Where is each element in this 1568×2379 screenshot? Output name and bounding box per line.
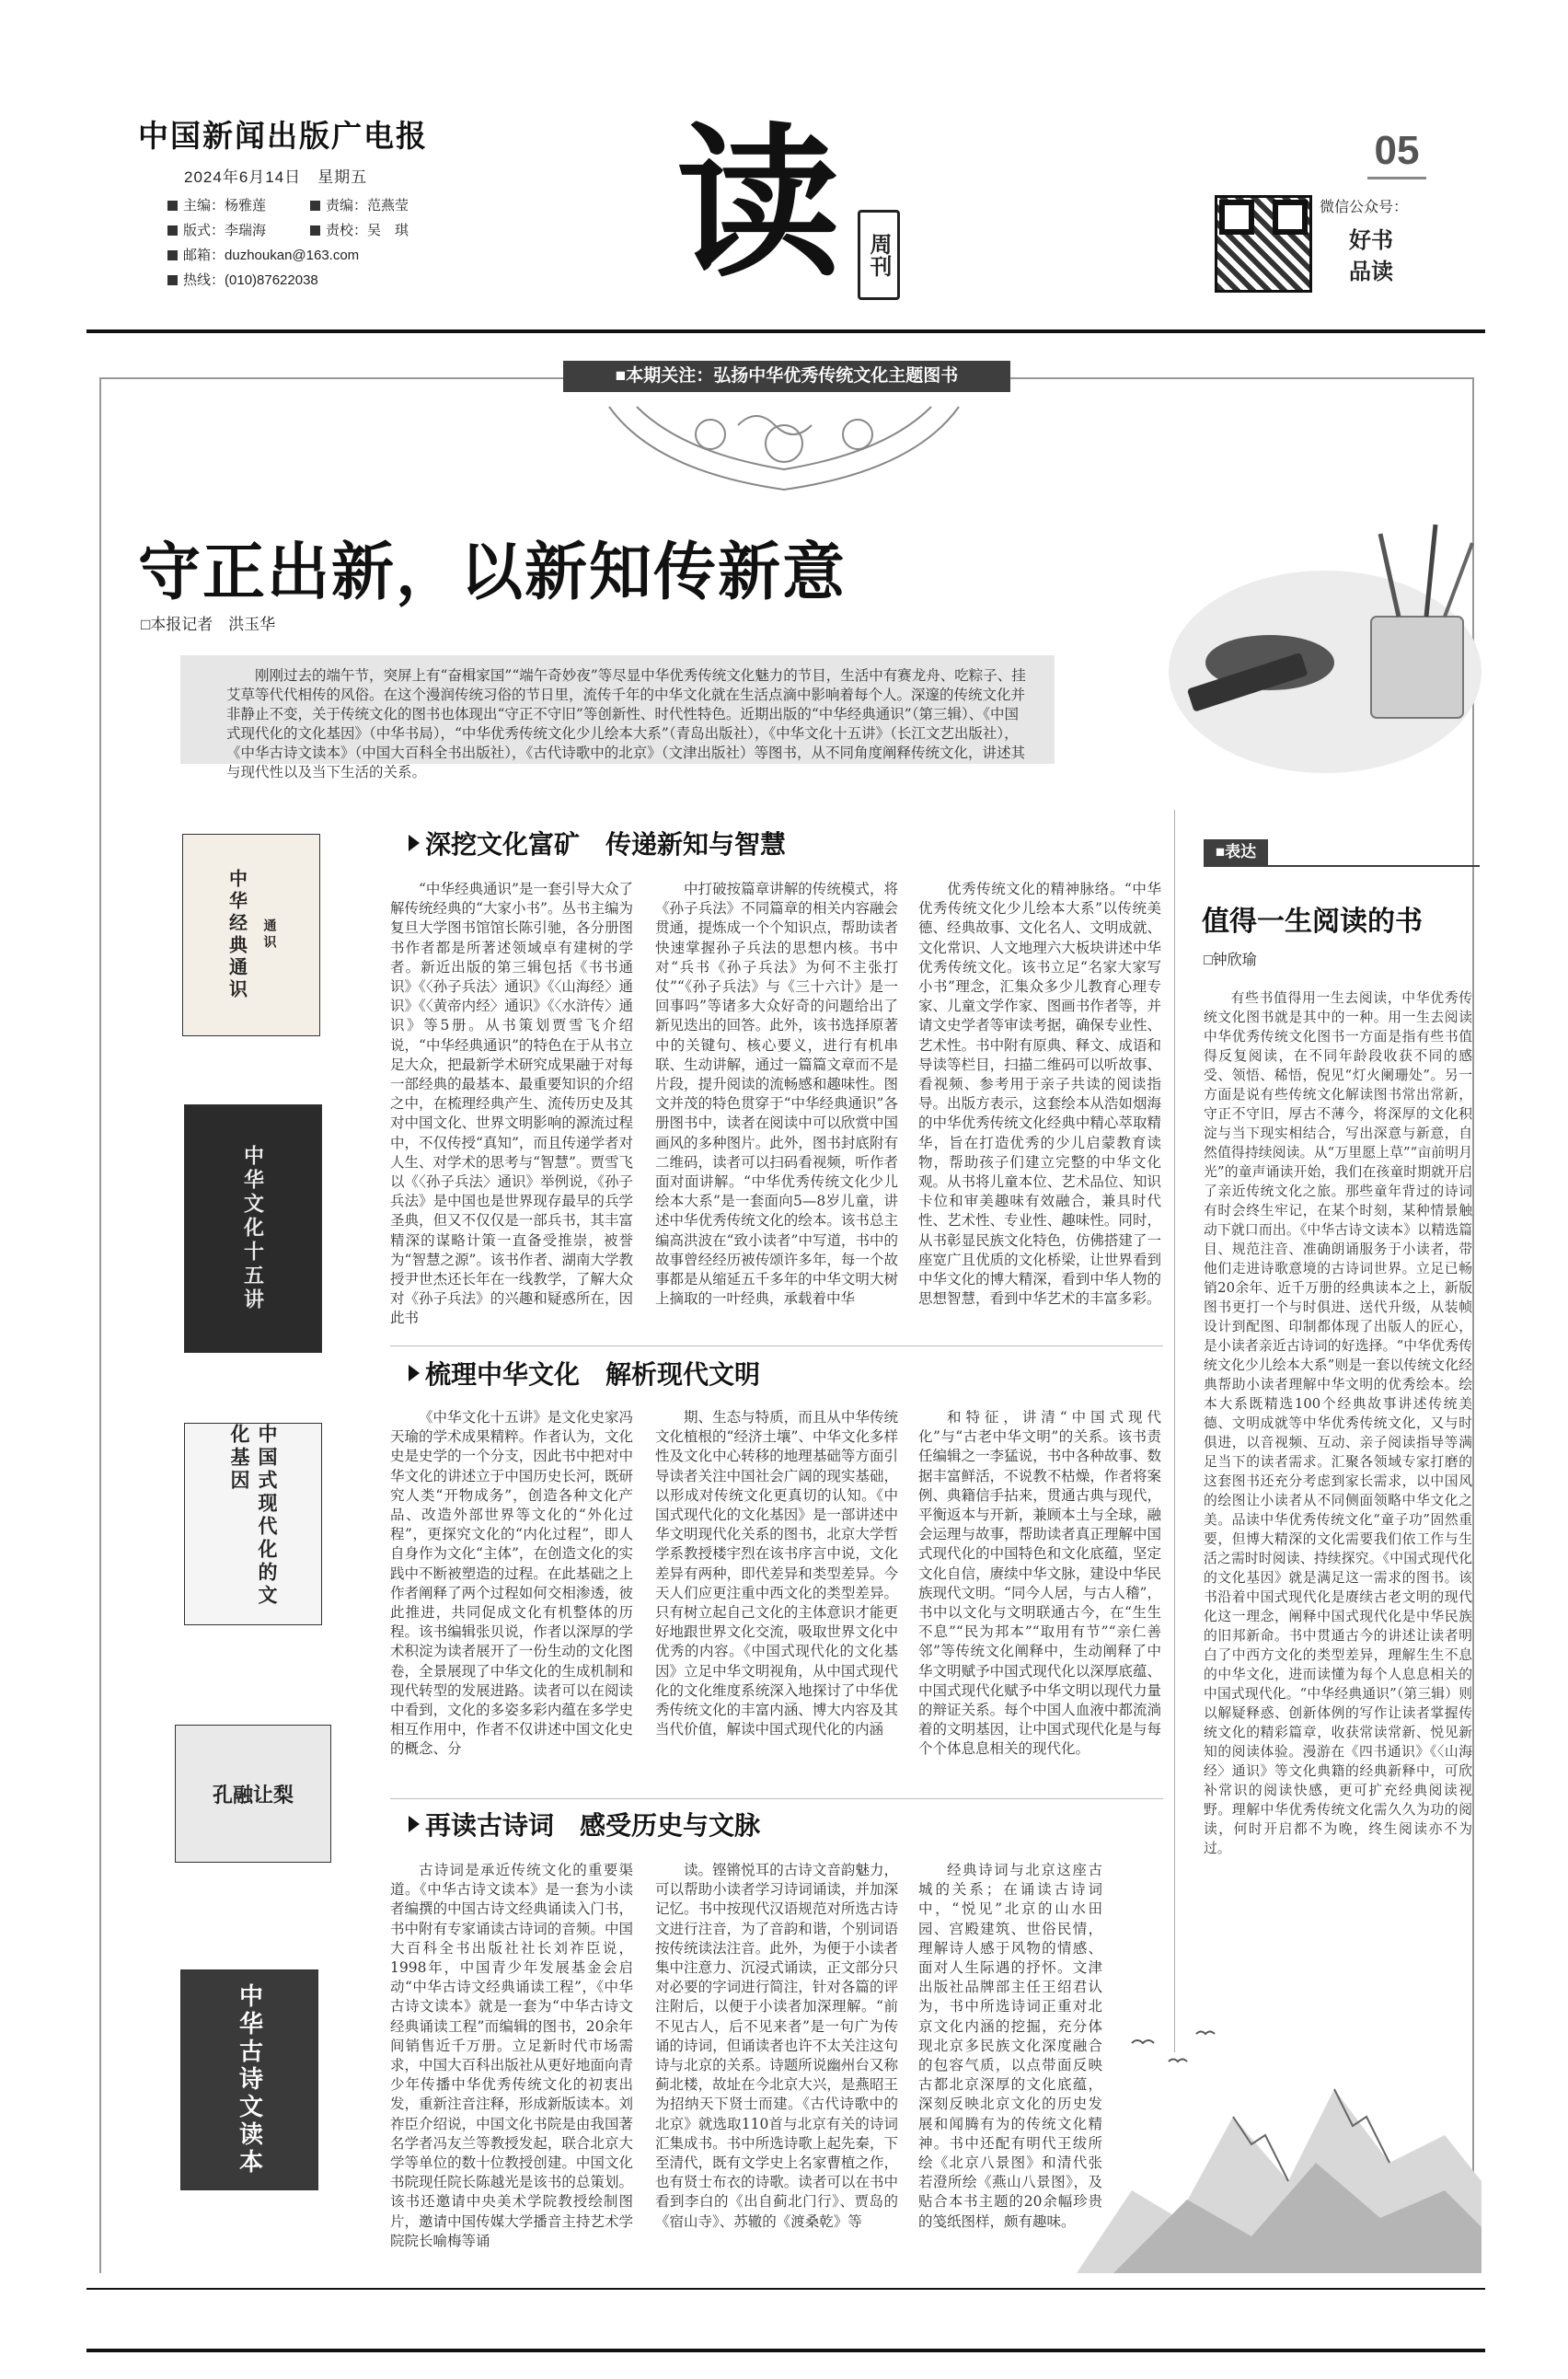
section2-column-2: 期、生态与特质，而且从中华传统文化植根的“经济土壤”、中华文化多样性及文化中心转移的地理基础等方面引导读者关注中国社会广阔的现实基础，以形成对传统文化更真切的认知。《中国式现代化的文化基因》是一部讲述中华文明现代化关系的图书，北京大学哲学系教授楼宇烈在该书序言中说，文化差异有两种，即代差异和类型差异。今天人们应更注重中西文化的类型差异。只有树立起自己文化的主体意识才能更好地跟世界文化交流，吸取世界文化中优秀的内容。《中国式现代化的文化基因》立足中华文明视角，从中国式现代化的文化维度系统深入地探讨了中华优秀传统文化的丰富内涵、博大内容及其当代价值，解读中国式现代化的内涵 bbox=[655, 1409, 898, 1738]
bullet-icon bbox=[167, 225, 178, 236]
duty-editor-name: 范燕莹 bbox=[367, 198, 409, 214]
cloud-ornament bbox=[600, 398, 968, 499]
section-divider bbox=[390, 1798, 1163, 1799]
section3-column-1: 古诗词是承近传统文化的重要渠道。《中华古诗文读本》是一套为小读者编撰的中国古诗文经典诵读入门书，书中附有专家诵读古诗词的音频。中国大百科全书出版社社长刘祚臣说，1998年，中国青少年发展基金会启动“中华古诗文经典诵读工程”，《中华古诗文读本》就是一套为“中华古诗文经典诵读工程”而编辑的图书，20余年间销售近千万册。立足新时代市场需求，中国大百科出版社从更好地面向青少年传播中华优秀传统文化的初衷出发，重新注音注释，形成新版读本。刘祚臣介绍说，中国文化书院是由我国著名学者冯友兰等教授发起，联合北京大学等单位的数十位教授创建。中国文化书院现任院长陈越光是该书的总策划。该书还邀请中央美术学院教授绘制图片，邀请中国传媒大学播音主持艺术学院院长喻梅等诵 bbox=[390, 1862, 633, 2249]
issue-date: 2024年6月14日 星期五 bbox=[184, 168, 368, 186]
frame-line-left bbox=[99, 377, 563, 379]
qr-code-icon[interactable] bbox=[1215, 195, 1312, 293]
express-author: □钟欣瑜 bbox=[1204, 953, 1257, 968]
bullet-icon bbox=[167, 275, 178, 285]
section2-column-3: 和特征，讲清“中国式现代化”与“古老中华文明”的关系。该书责任编辑之一李猛说，书中各种故事、数据丰富鲜活，不说教不枯燥，作者将案例、典籍信手拈来，贯通古典与现代，平衡返本与开新，兼顾本土与全球，融会运理与故事，帮助读者真正理解中国式现代化的中国特色和文化底蕴，坚定文化自信，赓续中华文脉，建设中华民族现代文明。“同今人居，与古人稽”，书中以文化与文明联通古今，在“生生不息”“民为邦本”“取用有节”“亲仁善邻”等传统文化阐释中，生动阐释了中华文明赋予中国式现代化以深厚底蕴、中国式现代化赋予中华文明以现代力量的辩证关系。每个中国人血液中都流淌着的文明基因，让中国式现代化是与每个个体息息相关的现代化。 bbox=[918, 1409, 1161, 1758]
headline: 守正出新，以新知传新意 bbox=[138, 536, 847, 609]
bottom-rule bbox=[86, 2349, 1485, 2352]
section1-column-3: 优秀传统文化的精神脉络。“中华优秀传统文化少儿绘本大系”以传统美德、经典故事、文化名人、文明成就、文化常识、人文地理六大板块讲述中华优秀传统文化。该书立足“名家大家写小书”理念，汇集众多少儿教育心理专家、儿童文学作家、图画书作者等，并请文史学者等审读考据，确保专业性、艺术性。书中附有原典、释文、成语和导读等栏目，扫描二维码可以听故事、看视频、参考用于亲子共读的阅读指导。出版方表示，这套绘本从浩如烟海的中华优秀传统文化经典中精心萃取精华，旨在打造优秀的少儿启蒙教育读物，帮助孩子们建立完整的中华文化观。从书将儿童本位、艺术品位、知识卡位和审美趣味有效融合，兼具时代性、艺术性、专业性、趣味性。同时，从书彰显民族文化特色，仿佛搭建了一座宽广且优质的文化桥梁，让世界看到中华文化的博大精深，看到中华人物的思想智慧，看到中华艺术的丰富多彩。 bbox=[918, 881, 1161, 1308]
book-cover-classics: 中华经典通识 通识 bbox=[182, 834, 320, 1036]
newspaper-name: 中国新闻出版广电报 bbox=[138, 118, 428, 154]
frame-line-right bbox=[1010, 377, 1474, 379]
landscape-painting bbox=[1077, 2006, 1482, 2273]
triangle-icon bbox=[409, 1816, 420, 1832]
focus-banner: ■本期关注：弘扬中华优秀传统文化主题图书 bbox=[563, 361, 1010, 392]
wechat-account-name: 好书品读 bbox=[1349, 226, 1393, 284]
ink-brush-illustration bbox=[1150, 515, 1500, 791]
wechat-label: 微信公众号： bbox=[1320, 200, 1409, 215]
section3-column-3: 经典诗词与北京这座古城的关系；在诵读古诗词中，“悦见”北京的山水田园、宫殿建筑、世俗民情，理解诗人感于风物的情感、面对人生际遇的抒怀。文津出版社品牌部主任王绍君认为，书中所选诗词正重对北京文化内涵的挖掘，充分体现北京多民族文化深度融合的包容气质，以点带面反映古都北京深厚的文化底蕴，深刻反映北京文化的历史发展和闻腾有为的传统文化精神。书中还配有明代王绂所绘《北京八景图》和清代张若澄所绘《燕山八景图》，及贴合本书主题的20余幅珍贵的笺纸图样，颇有趣味。 bbox=[918, 1862, 1102, 2230]
column-divider bbox=[1174, 810, 1175, 2052]
section2-heading: 梳理中华文化 解析现代文明 bbox=[409, 1355, 760, 1392]
section2-column-1: 《中华文化十五讲》是文化史家冯天瑜的学术成果精粹。作者认为，文化史是史学的一个分支，因此书中把对中华文化的讲述立于中国历史长河，既研究人类“开物成务”，创造各种文化产品、改造外部世界等文化的“外化过程”，更探究文化的“内化过程”，即人自身作为文化“主体”，在创造文化的实践中不断被塑造的过程。在此基础之上作者阐释了两个过程如何交相渗透，彼此推进，共同促成文化有机整体的历程。该书编辑张贝说，作者以深厚的学术积淀为读者展开了一份生动的文化图卷，全景展现了中华文化的生成机制和现代转型的发展进路。读者可以在阅读中看到，文化的多姿多彩内蕴在多学史相互作用中，作者不仅讲述中国文化史的概念、分 bbox=[390, 1409, 633, 1758]
section1-column-1: “中华经典通识”是一套引导大众了解传统经典的“大家小书”。丛书主编为复旦大学图书馆馆长陈引驰，各分册图书作者都是所著述领域卓有建树的学者。新近出版的第三辑包括《书书通识》《〈孙子兵法〉通识》《〈山海经〉通识》《〈黄帝内经〉通识》《〈水浒传〉通识》等5册。从书策划贾雪飞介绍说，“中华经典通识”的特色在于从书立足大众，把最新学术研究成果融于对每一部经典的最基本、最重要知识的介绍之中，在梳理经典产生、流传历史及其对中国文化、世界文明影响的源流过程中，不仅传授“真知”，而且传递学者对人生、对学术的思考与“智慧”。贾雪飞以《〈孙子兵法〉通识》举例说，《孙子兵法》是中国也是世界现存最早的兵学圣典，但又不仅仅是一部兵书，其丰富精深的谋略计策一直备受推崇，被誉为“智慧之源”。该书作者、湖南大学教授尹世杰还长年在一线教学，了解大众对《孙子兵法》的兴趣和疑惑所在，因此书 bbox=[390, 881, 633, 1327]
bottom-rule-thin bbox=[86, 2288, 1485, 2290]
email-address: duzhoukan@163.com bbox=[225, 248, 360, 263]
bullet-icon bbox=[167, 250, 178, 260]
proof-name: 吴 琪 bbox=[367, 223, 409, 238]
weekly-label: 周刊 bbox=[858, 210, 900, 300]
section3-heading: 再读古诗词 感受历史与文脉 bbox=[409, 1806, 760, 1842]
editor-name: 杨雅莲 bbox=[225, 198, 267, 214]
article-intro: 刚刚过去的端午节，突屏上有“奋楫家国”“端午奇妙夜”等尽显中华优秀传统文化魅力的节目，生活中有赛龙舟、吃粽子、挂艾草等代代相传的风俗。在这个漫润传统习俗的节日里，流传千年的中华文化就在生活点滴中影响着每个人。深邃的传统文化并非静止不变，关于传统文化的图书也体现出“守正不守旧”等创新性、时代性特色。近期出版的“中华经典通识”（第三辑）、《中国式现代化的文化基因》（中华书局），“中华优秀传统文化少儿绘本大系”（青岛出版社），《中华文化十五讲》（长江文艺出版社），《中华古诗文读本》（中国大百科全书出版社），《古代诗歌中的北京》（文津出版社）等图书，从不同角度阐释传统文化，讲述其与现代性以及当下生活的关系。 bbox=[180, 655, 1055, 764]
express-rule bbox=[1204, 865, 1480, 867]
section1-heading: 深挖文化富矿 传递新知与智慧 bbox=[409, 825, 786, 861]
staff-list: 主编：杨雅莲 责编：范燕莹 版式：李瑞海 责校：吴 琪 邮箱：duzhoukan@163.com 热线：(010)87622038 bbox=[167, 193, 409, 293]
layout-name: 李瑞海 bbox=[225, 223, 267, 238]
byline: □本报记者 洪玉华 bbox=[141, 616, 276, 633]
book-cover-cultural-genes: 中国式现代化的文化基因 bbox=[184, 1423, 322, 1625]
book-cover-picture-book: 孔融让梨 bbox=[175, 1725, 331, 1863]
bullet-icon bbox=[167, 201, 178, 211]
bullet-icon bbox=[310, 201, 320, 211]
frame-left bbox=[99, 377, 101, 2273]
triangle-icon bbox=[409, 1365, 420, 1381]
book-cover-poetry-reader: 中华古诗文读本 bbox=[180, 1969, 318, 2190]
express-body: 有些书值得用一生去阅读，中华优秀传统文化图书就是其中的一种。用一生去阅读中华优秀传统文化图书一方面是指有些书值得反复阅读，在不同年龄段收获不同的感受、领悟、稀悟，倪见“灯火阑珊处”。另一方面是说有些传统文化解读图书常出常新，守正不守旧，厚古不薄今，将深厚的文化积淀与当下现实相结合，写出深意与新意，自然值得持续阅读。从“万里愿上草”“亩前明月光”的童声诵读开始，我们在孩童时期就开启了亲近传统文化之旅。那些童年背过的诗词有时会终生牢记，在某个时刻，某种情景触动下就口而出。《中华古诗文读本》以精选篇目、规范注音、准确朗诵服务于小读者，带他们走进诗歌意境的古诗词世界。立足已畅销20余年、近千万册的经典读本之上，新版图书更打一个与时俱进、送代升级，从装帧设计到配图、印制都体现了出版人的匠心，是小读者亲近古诗词的好选择。“中华优秀传统文化少儿绘本大系”则是一套以传统文化经典帮助小读者理解中华文明的优秀绘本。绘本大系既精选100个经典故事讲述传统美德、文明成就等中华优秀传统文化，又与时俱进，以音视频、互动、亲子阅读指导等满足当下的读者需求。汇聚各领域专家打磨的这套图书还充分考虑到家长需求，以中国风的绘图让小读者从不同侧面领略中华文化之美。品读中华优秀传统文化“童子功”固然重要，但博大精深的文化需要我们依工作与生活之需时时阅读、持续探究。《中国式现代化的文化基因》就是满足这一需求的图书。该书沿着中国式现代化是赓续古老文明的现代化这一理念，阐释中国式现代化是中华民族的旧邦新命。书中贯通古今的讲述让读者明白了中西方文化的类型差异，理解生生不息的中华文化，进而读懂为每个人息息相关的中国式现代化。“中华经典通识”（第三辑）则以解疑释惑、创新体例的写作让读者掌握传统文化的精彩篇章，收获常读常新、悦见新知的阅读体验。漫游在《四书通识》《〈山海经〉通识》等文化典籍的经典新释中，可欣补常识的阅读快感，更可扩充经典阅读视野。理解中华优秀传统文化需久久为功的阅读，何时开启都不为晚，终生阅读亦不为过。 bbox=[1204, 990, 1472, 1856]
section3-column-2: 读。铿锵悦耳的古诗文音韵魅力，可以帮助小读者学习诗词诵读，并加深记忆。书中按现代汉语规范对所选古诗文进行注音，为了音韵和谐，个别词语按传统读法注音。此外，为便于小读者集中注意力、沉浸式诵读，正文部分只对必要的字词进行简注，针对各篇的评注附后，以便于小读者加深理解。“前不见古人，后不见来者”是一句广为传诵的诗词，但诵读者也许不太关注这句诗与北京的关系。诗题所说幽州台又称蓟北楼，故址在今北京大兴，是燕昭王为招纳天下贤士而建。《古代诗歌中的北京》就选取110首与北京有关的诗词汇集成书。书中所选诗歌上起先秦，下至清代，既有文学史上名家曹植之作，也有贤士布衣的诗歌。读者可以在书中看到李白的《出自蓟北门行》、贾岛的《宿山寺》、苏辙的《渡桑乾》等 bbox=[655, 1862, 898, 2230]
book-cover-fifteen-lectures: 中华文化十五讲 bbox=[184, 1104, 322, 1353]
section1-column-2: 中打破按篇章讲解的传统模式，将《孙子兵法》不同篇章的相关内容融会贯通，提炼成一个个知识点，帮助读者快速掌握孙子兵法的思想内核。书中对“兵书《孙子兵法》为何不主张打仗”“《孙子兵法》与《三十六计》是一回事吗”等诸多大众好奇的问题给出了新见迭出的回答。此外，该书选择原著中的关键句、核心要义，进行有机串联、生动讲解，通过一篇篇文章而不是片段，提升阅读的流畅感和趣味性。图文并茂的特色贯穿于“中华经典通识”各册图书中，读者在阅读中可以欣赏中国画风的多种图片。此外，图书封底附有二维码，读者可以扫码看视频，听作者面对面讲解。“中华优秀传统文化少儿绘本大系”是一套面向5—8岁儿童，讲述中华优秀传统文化的绘本。该书总主编高洪波在“致小读者”中写道，书中的故事曾经经历被传颂许多年，每一个故事都是从缩延五千多年的中华文明大树上摘取的一叶经典，承载着中华 bbox=[655, 881, 898, 1308]
section-title: 读 bbox=[676, 107, 840, 299]
page-number: 05 bbox=[1367, 125, 1426, 179]
bullet-icon bbox=[310, 225, 320, 236]
hotline-number: (010)87622038 bbox=[225, 272, 318, 288]
triangle-icon bbox=[409, 835, 420, 851]
express-title: 值得一生阅读的书 bbox=[1202, 906, 1423, 938]
section-divider bbox=[390, 1345, 1163, 1346]
top-rule bbox=[86, 329, 1485, 333]
express-tag: ■表达 bbox=[1204, 839, 1268, 865]
